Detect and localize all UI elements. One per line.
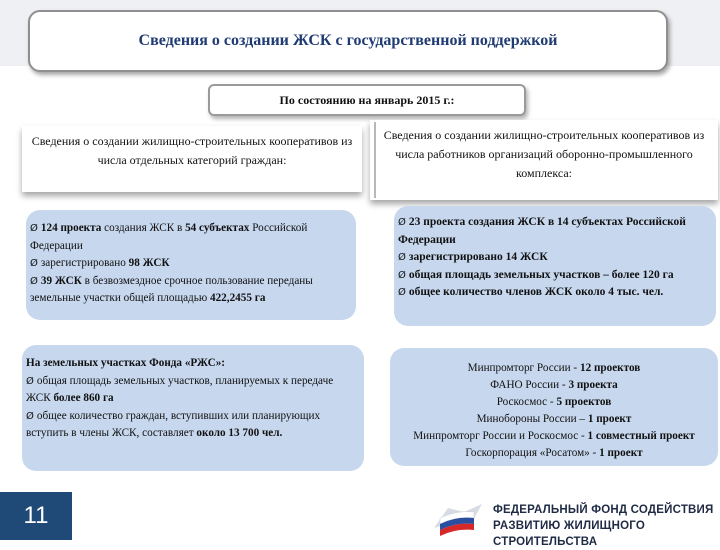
fund-heading: На земельных участках Фонда «РЖС»:	[26, 357, 226, 369]
fund-land-box	[22, 345, 364, 471]
fund-item-area: Ø общая площадь земельных участков, планируемых к передаче ЖСК более 860 га	[26, 374, 334, 404]
arrow-bullet-icon: Ø	[398, 217, 406, 228]
arrow-bullet-icon: Ø	[398, 269, 406, 281]
citizens-item-registered: Ø зарегистрировано 98 ЖСК	[30, 257, 170, 269]
right-header-text: Сведения о создании жилищно-строительных кооперативов из числа работников организаций оборонно-промышленного комплекса:	[383, 128, 705, 180]
defense-box	[394, 206, 716, 326]
page-title: Сведения о создании ЖСК с государственной поддержкой	[138, 32, 558, 49]
fund-logo-icon	[430, 498, 490, 536]
org-item: Минобороны России – 1 проект	[476, 413, 632, 425]
org-item: Роскосмос - 5 проектов	[496, 396, 612, 408]
left-header-text: Сведения о создании жилищно-строительных кооперативов из числа отдельных категорий граждан:	[31, 134, 353, 167]
arrow-bullet-icon: Ø	[30, 258, 38, 269]
date-box	[208, 84, 526, 116]
defense-item-land: Ø общая площадь земельных участков – более 120 га	[398, 268, 674, 281]
divider	[374, 122, 376, 198]
citizens-item-land: Ø 39 ЖСК в безвозмездное срочное пользование переданы земельные участки общей площадью 422,2455 га	[30, 274, 313, 304]
arrow-bullet-icon: Ø	[398, 252, 406, 263]
org-item: ФАНО России - 3 проекта	[490, 379, 618, 391]
arrow-bullet-icon: Ø	[30, 275, 38, 287]
organizations-box	[390, 348, 718, 466]
org-item: Минпромторг России - 12 проектов	[467, 362, 641, 374]
arrow-bullet-icon: Ø	[398, 287, 406, 298]
citizens-box	[26, 210, 356, 320]
defense-item-projects: Ø 23 проекта создания ЖСК в 14 субъектах Российской Федерации	[398, 216, 686, 246]
org-item: Госкорпорация «Росатом» - 1 проект	[465, 447, 643, 459]
fund-logo-text: ФЕДЕРАЛЬНЫЙ ФОНД СОДЕЙСТВИЯ РАЗВИТИЮ ЖИЛИЩНОГО СТРОИТЕЛЬСТВА	[493, 504, 714, 548]
right-header-box	[370, 120, 718, 200]
citizens-item-projects: Ø 124 проекта создания ЖСК в 54 субъектах Российской Федерации	[30, 222, 308, 252]
org-item: Минпромторг России и Роскосмос - 1 совместный проект	[413, 430, 695, 442]
title-box	[28, 10, 668, 72]
defense-item-registered: Ø зарегистрировано 14 ЖСК	[398, 251, 548, 263]
arrow-bullet-icon: Ø	[26, 375, 34, 387]
left-header-box	[22, 126, 362, 192]
page-number: 11	[0, 492, 72, 540]
date-label: По состоянию на январь 2015 г.:	[279, 92, 455, 107]
arrow-bullet-icon: Ø	[30, 223, 38, 234]
defense-item-members: Ø общее количество членов ЖСК около 4 тыс. чел.	[398, 286, 664, 298]
fund-item-members: Ø общее количество граждан, вступивших или планирующих вступить в члены ЖСК, составляет около 13 700 чел.	[26, 409, 321, 439]
arrow-bullet-icon: Ø	[26, 410, 34, 422]
